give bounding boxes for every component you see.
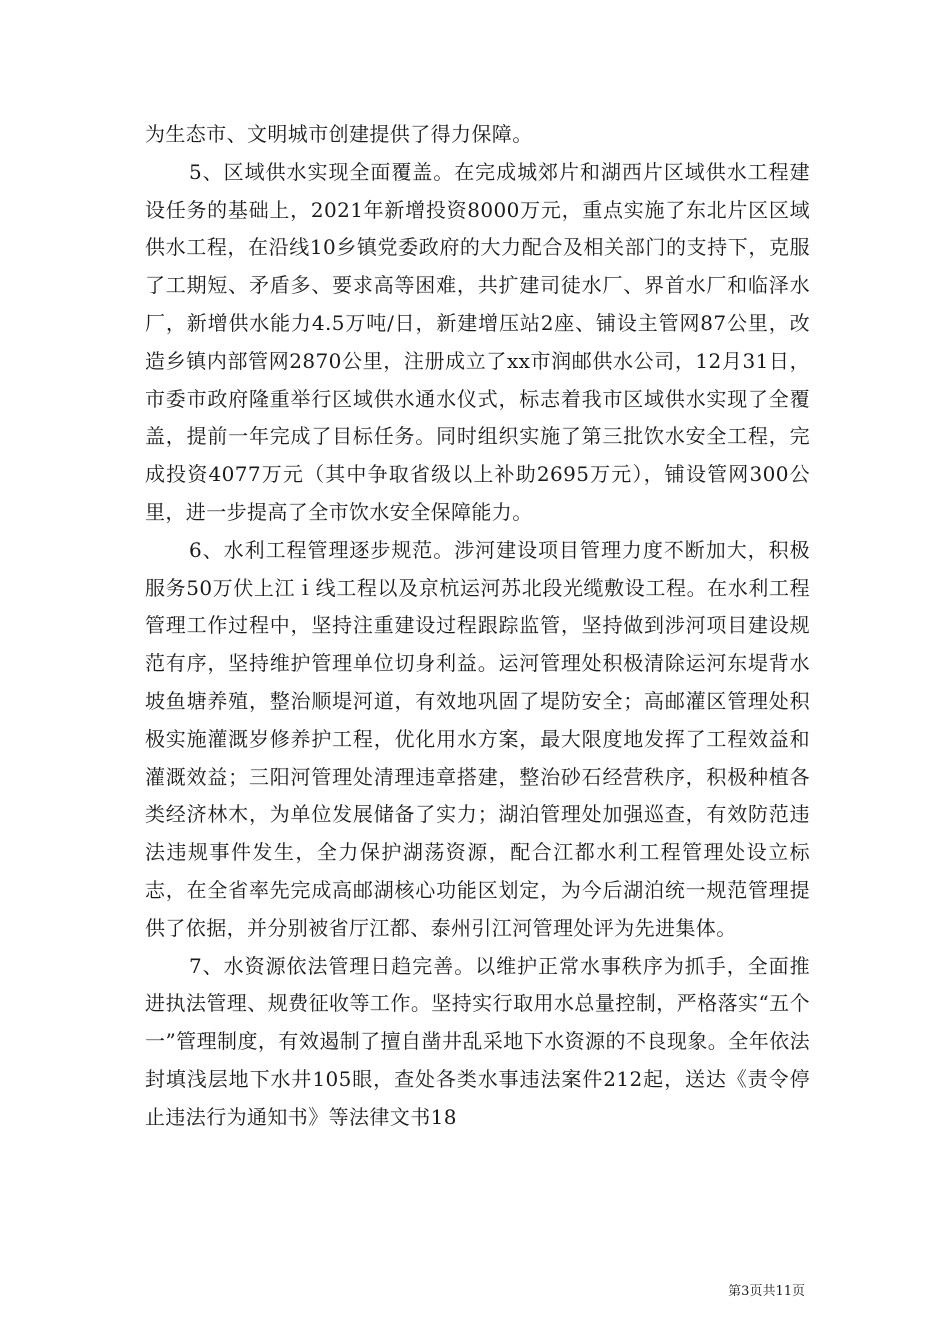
page-number-footer: 第3页共11页 (728, 1284, 805, 1299)
paragraph-continuation: 为生态市、文明城市创建提供了得力保障。 (145, 122, 533, 146)
paragraph-water-resource-management: 7、水资源依法管理日趋完善。以维护正常水事秩序为抓手，全面推进执法管理、规费征收等工作。坚持实行取用水总量控制，严格落实“五个一”管理制度，有效遏制了擅自凿井乱采地下水资源的不良现象。全年依法封填浅层地下水井105眼，查处各类水事违法案件212起，送达《责令停止违法行为通知书》等法律文书18 (145, 953, 810, 1129)
paragraph-regional-water-supply: 5、区域供水实现全面覆盖。在完成城郊片和湖西片区域供水工程建设任务的基础上，2021年新增投资8000万元，重点实施了东北片区区域供水工程，在沿线10乡镇党委政府的大力配合及相关部门的支持下，克服了工期短、矛盾多、要求高等困难，共扩建司徒水厂、界首水厂和临泽水厂，新增供水能力4.5万吨/日，新建增压站2座、铺设主管网87公里，改造乡镇内部管网2870公里，注册成立了xx市润邮供水公司，12月31日，市委市政府隆重举行区域供水通水仪式，标志着我市区域供水实现了全覆盖，提前一年完成了目标任务。同时组织实施了第三批饮水安全工程，完成投资4077万元（其中争取省级以上补助2695万元），铺设管网300公里，进一步提高了全市饮水安全保障能力。 (145, 159, 810, 524)
document-body (145, 116, 810, 1137)
paragraph-water-project-management: 6、水利工程管理逐步规范。涉河建设项目管理力度不断加大，积极服务50万伏上江ｉ线工程以及京杭运河苏北段光缆敷设工程。在水利工程管理工作过程中，坚持注重建设过程跟踪监管，坚持做到涉河项目建设规范有序，坚持维护管理单位切身利益。运河管理处积极清除运河东堤背水坡鱼塘养殖，整治顺堤河道，有效地巩固了堤防安全；高邮灌区管理处积极实施灌溉岁修养护工程，优化用水方案，最大限度地发挥了工程效益和灌溉效益；三阳河管理处清理违章搭建，整治砂石经营秩序，积极种植各类经济林木，为单位发展储备了实力；湖泊管理处加强巡查，有效防范违法违规事件发生，全力保护湖荡资源，配合江都水利工程管理处设立标志，在全省率先完成高邮湖核心功能区划定，为今后湖泊统一规范管理提供了依据，并分别被省厅江都、泰州引江河管理处评为先进集体。 (145, 537, 810, 940)
